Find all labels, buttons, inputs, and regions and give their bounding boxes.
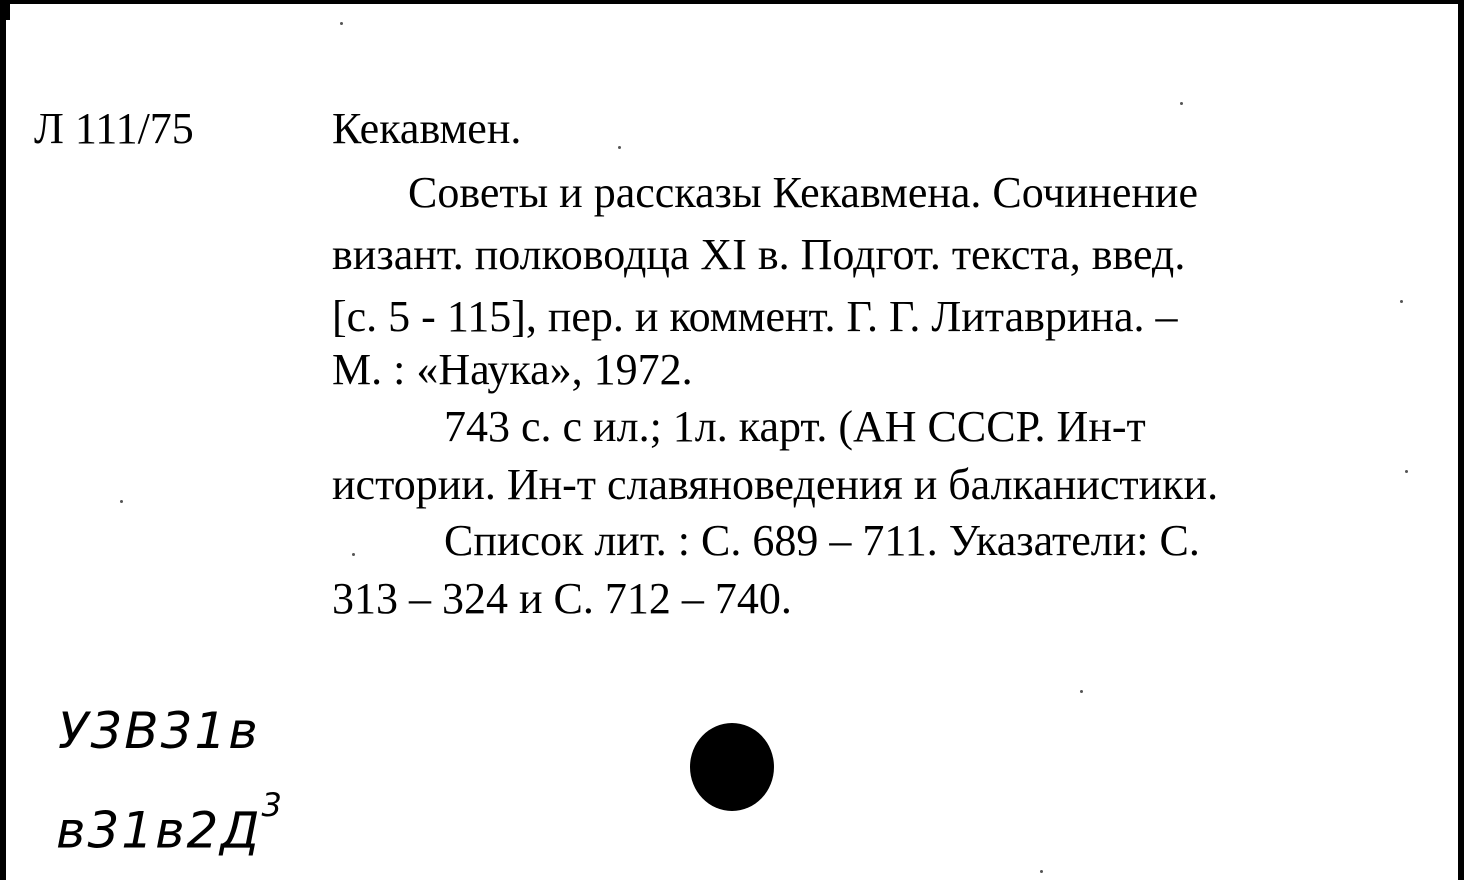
card-edge-left [0,0,6,880]
scan-speck [1040,870,1043,873]
body-line-1: Советы и рассказы Кекавмена. Сочинение [408,168,1199,217]
shelfmark: Л 111/75 [34,104,194,153]
scan-speck [352,553,355,556]
handwritten-code-2 [56,786,284,860]
body-line-7: Список лит. : С. 689 – 711. Указатели: С. [444,516,1200,565]
body-line-4: М. : «Наука», 1972. [332,345,693,394]
handwritten-code-2-text: в31в2Д [56,801,262,860]
scan-speck [1400,300,1403,303]
handwritten-code-1: У3В31в [58,702,260,760]
body-line-8: 313 – 324 и С. 712 – 740. [332,574,792,623]
body-line-6: истории. Ин-т славяноведения и балканистики. [332,460,1219,509]
handwritten-code-2-superscript: 3 [261,786,284,824]
card-edge-right [1458,0,1464,880]
body-line-3: [с. 5 - 115], пер. и коммент. Г. Г. Литаврина. – [332,292,1178,341]
scan-speck [1405,470,1408,473]
scan-speck [120,500,123,503]
body-line-2: визант. полководца XI в. Подгот. текста, введ. [332,230,1186,279]
body-line-5: 743 с. с ил.; 1л. карт. (АН СССР. Ин-т [444,402,1146,451]
scan-speck [618,146,621,149]
heading: Кекавмен. [332,104,522,153]
scan-speck [1180,102,1183,105]
scan-speck [1080,690,1083,693]
scan-speck [340,22,343,25]
card-edge-notch [0,0,10,20]
card-edge-top [0,0,1464,4]
punch-hole-dot [690,723,774,811]
